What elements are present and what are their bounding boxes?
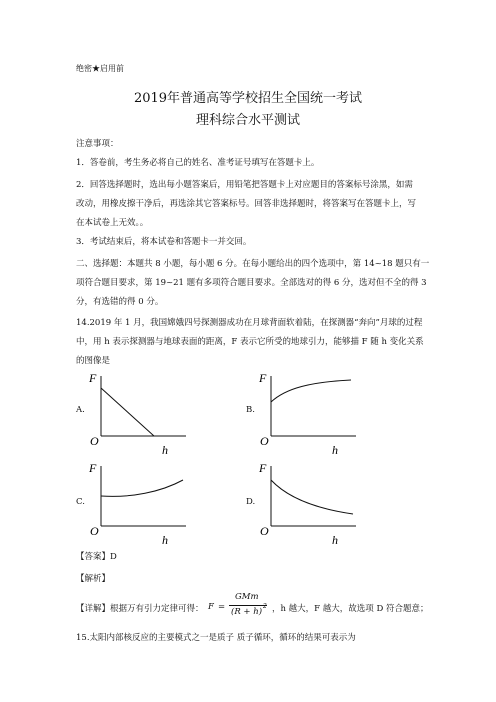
q14-line-1: 14.2019 年 1 月，我国嫦娥四号探测器成功在月球背面软着陆，在探测器“奔向”月球的过程 — [76, 318, 423, 328]
option-b-label: B. — [246, 405, 255, 415]
option-a-graph — [86, 370, 196, 460]
notice-item-2-line-3: 在本试卷上无效。。 — [76, 218, 149, 228]
option-c-graph — [86, 460, 196, 550]
option-b-graph — [256, 370, 366, 460]
notice-item-3: 3．考试结束后，将本试卷和答题卡一并交回。 — [76, 237, 252, 247]
notice-heading: 注意事项： — [76, 139, 119, 149]
option-a-label: A. — [76, 405, 85, 415]
axis-x-label: h — [332, 533, 338, 547]
axis-y-label: F — [259, 371, 267, 385]
axis-y-label: F — [89, 371, 97, 385]
axis-y-label: F — [259, 461, 267, 475]
exam-subtitle: 理科综合水平测试 — [195, 113, 300, 128]
option-c-label: C. — [76, 497, 85, 507]
answer-line: 【答案】D — [76, 552, 117, 562]
formula-exponent: 2 — [263, 603, 267, 610]
axis-x-label: h — [162, 533, 168, 547]
origin-label: O — [90, 434, 99, 448]
section-line-3: 分，有选错的得 0 分。 — [76, 297, 164, 307]
formula-numerator: GMm — [235, 592, 259, 602]
axis-y-label: F — [89, 461, 97, 475]
detail-prefix: 【详解】根据万有引力定律可得： — [76, 604, 204, 614]
section-line-2: 项符合题目要求，第 19~21 题有多项符合题目要求。全部选对的得 6 分，选对但不全的得 3 — [76, 278, 427, 288]
option-d-label: D. — [246, 497, 256, 507]
detail-suffix: ，h 越大，F 越大，故选项 D 符合题意； — [272, 604, 429, 614]
analysis-heading: 【解析】 — [76, 574, 111, 584]
q15-line-1: 15.太阳内部核反应的主要模式之一是质子 质子循环，循环的结果可表示为 — [76, 633, 356, 643]
section-line-1: 二、选择题：本题共 8 小题，每小题 6 分。在每小题给出的四个选项中，第 14~18 题只有一 — [76, 259, 430, 269]
q14-line-2: 中，用 h 表示探测器与地球表面的距离，F 表示它所受的地球引力，能够描 F 随 h 变化关系 — [76, 337, 424, 347]
origin-label: O — [260, 434, 269, 448]
q14-line-3: 的图像是 — [76, 356, 111, 366]
axis-x-label: h — [162, 443, 168, 457]
axis-x-label: h — [332, 443, 338, 457]
option-d-graph — [256, 460, 366, 550]
confidential-label: 绝密★启用前 — [76, 64, 124, 73]
origin-label: O — [90, 524, 99, 538]
notice-item-2-line-2: 改动，用橡皮擦干净后，再选涂其它答案标号。回答非选择题时，将答案写在答题卡上，写 — [76, 199, 417, 209]
exam-title: 2019年普通高等学校招生全国统一考试 — [133, 91, 363, 106]
notice-item-1: 1．答卷前，考生务必将自己的姓名、准考证号填写在答题卡上。 — [76, 158, 320, 168]
formula-equals: = — [218, 602, 226, 612]
origin-label: O — [260, 524, 269, 538]
fraction-bar — [229, 605, 267, 606]
formula-denominator: (R + h) — [231, 607, 263, 617]
notice-item-2-line-1: 2．回答选择题时，选出每小题答案后，用铅笔把答题卡上对应题目的答案标号涂黑，如需 — [76, 180, 413, 190]
formula-lhs: F — [208, 602, 214, 612]
